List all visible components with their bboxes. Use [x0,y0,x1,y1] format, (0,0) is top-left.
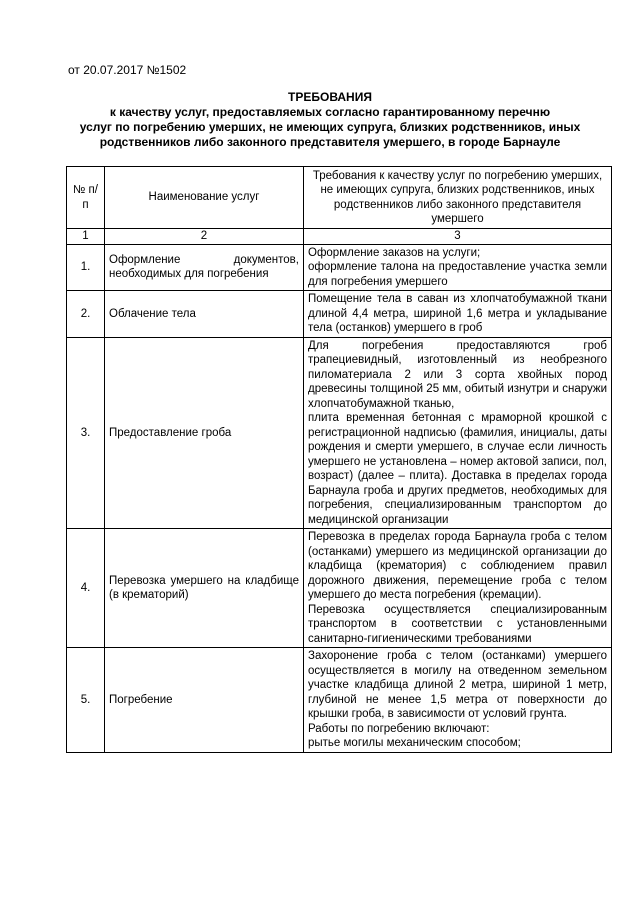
requirement-paragraph: Оформление заказов на услуги; [308,246,481,259]
requirement-paragraph: Для погребения предоставляются гроб трапециевидный, изготовленный из необрезного пиломатериала 2 или 3 сорта хвойных пород древесины толщиной 25 мм, обитый изнутри и снаружи хлопчатобумажной тканью, [308,339,607,410]
row-number: 1. [67,244,105,291]
table-header-row [67,167,612,229]
requirement-paragraph: плита временная бетонная с мраморной крошкой с регистрационной надписью (фамилия, инициалы, даты рождения и смерти умершего, в случае если личность умершего не установлена – номер актовой записи, пол, возраст) (далее – плита). Доставка в пределах города Барнаула гроба и других предметов, необходимых для погребения, специализированным транспортом до медицинской организации [308,412,607,526]
table-row [67,337,612,529]
row-requirements [304,529,612,648]
header-number: № п/п [67,167,105,229]
header-line-2: услуг по погребению умерших, не имеющих супруга, близких родственников, иных [79,120,581,134]
requirement-paragraph: Перевозка осуществляется специализированным транспортом в соответствии с установленными санитарно-гигиеническими требованиями [308,603,607,645]
table-row [67,291,612,338]
requirement-paragraph: Перевозка в пределах города Барнаула гроба с телом (останками) умершего из медицинской организации до кладбища (крематория) с соблюдением правил дорожного движения, перемещение гроба с телом умершего до места погребения (кремации). [308,531,607,601]
requirement-paragraph: Захоронение гроба с телом (останками) умершего осуществляется в могилу на отведенном земельном участке кладбища длиной 2 метра, шириной 1 метр, глубиной не менее 1,5 метра от поверхности до крышки гроба, в зависимости от условий грунта. [308,650,607,720]
table-row [67,244,612,291]
requirement-paragraph: Работы по погребению включают: [308,722,490,735]
document-title: ТРЕБОВАНИЯ [288,90,372,104]
document-header [60,90,600,150]
requirements-table [66,166,612,753]
row-number: 2. [67,291,105,338]
row-requirements [304,291,612,338]
header-service-name: Наименование услуг [105,167,304,229]
table-row [67,648,612,753]
row-service: Оформление документов, необходимых для погребения [105,244,304,291]
row-requirements [304,244,612,291]
index-cell: 1 [67,229,105,245]
index-cell: 3 [304,229,612,245]
index-cell: 2 [105,229,304,245]
requirement-paragraph: оформление талона на предоставление участка земли для погребения умершего [308,261,607,288]
row-service: Предоставление гроба [105,337,304,529]
row-requirements [304,337,612,529]
header-requirements: Требования к качеству услуг по погребению умерших, не имеющих супруга, близких родственников, иных родственников либо законного представителя умершего [304,167,612,229]
row-number: 5. [67,648,105,753]
table-row [67,529,612,648]
header-line-1: к качеству услуг, предоставляемых согласно гарантированному перечню [109,105,551,119]
row-service: Погребение [105,648,304,753]
document-date: от 20.07.2017 №1502 [68,63,187,77]
table-index-row [67,229,612,245]
row-number: 4. [67,529,105,648]
requirement-paragraph: рытье могилы механическим способом; [308,737,521,749]
requirement-paragraph: Помещение тела в саван из хлопчатобумажной ткани длиной 4,4 метра, шириной 1,6 метра и укладывание тела (останков) умершего в гроб [308,293,607,334]
row-requirements [304,648,612,753]
row-service: Облачение тела [105,291,304,338]
row-number: 3. [67,337,105,529]
row-service: Перевозка умершего на кладбище (в крематорий) [105,529,304,648]
header-line-3: родственников либо законного представителя умершего, в городе Барнауле [99,135,561,149]
